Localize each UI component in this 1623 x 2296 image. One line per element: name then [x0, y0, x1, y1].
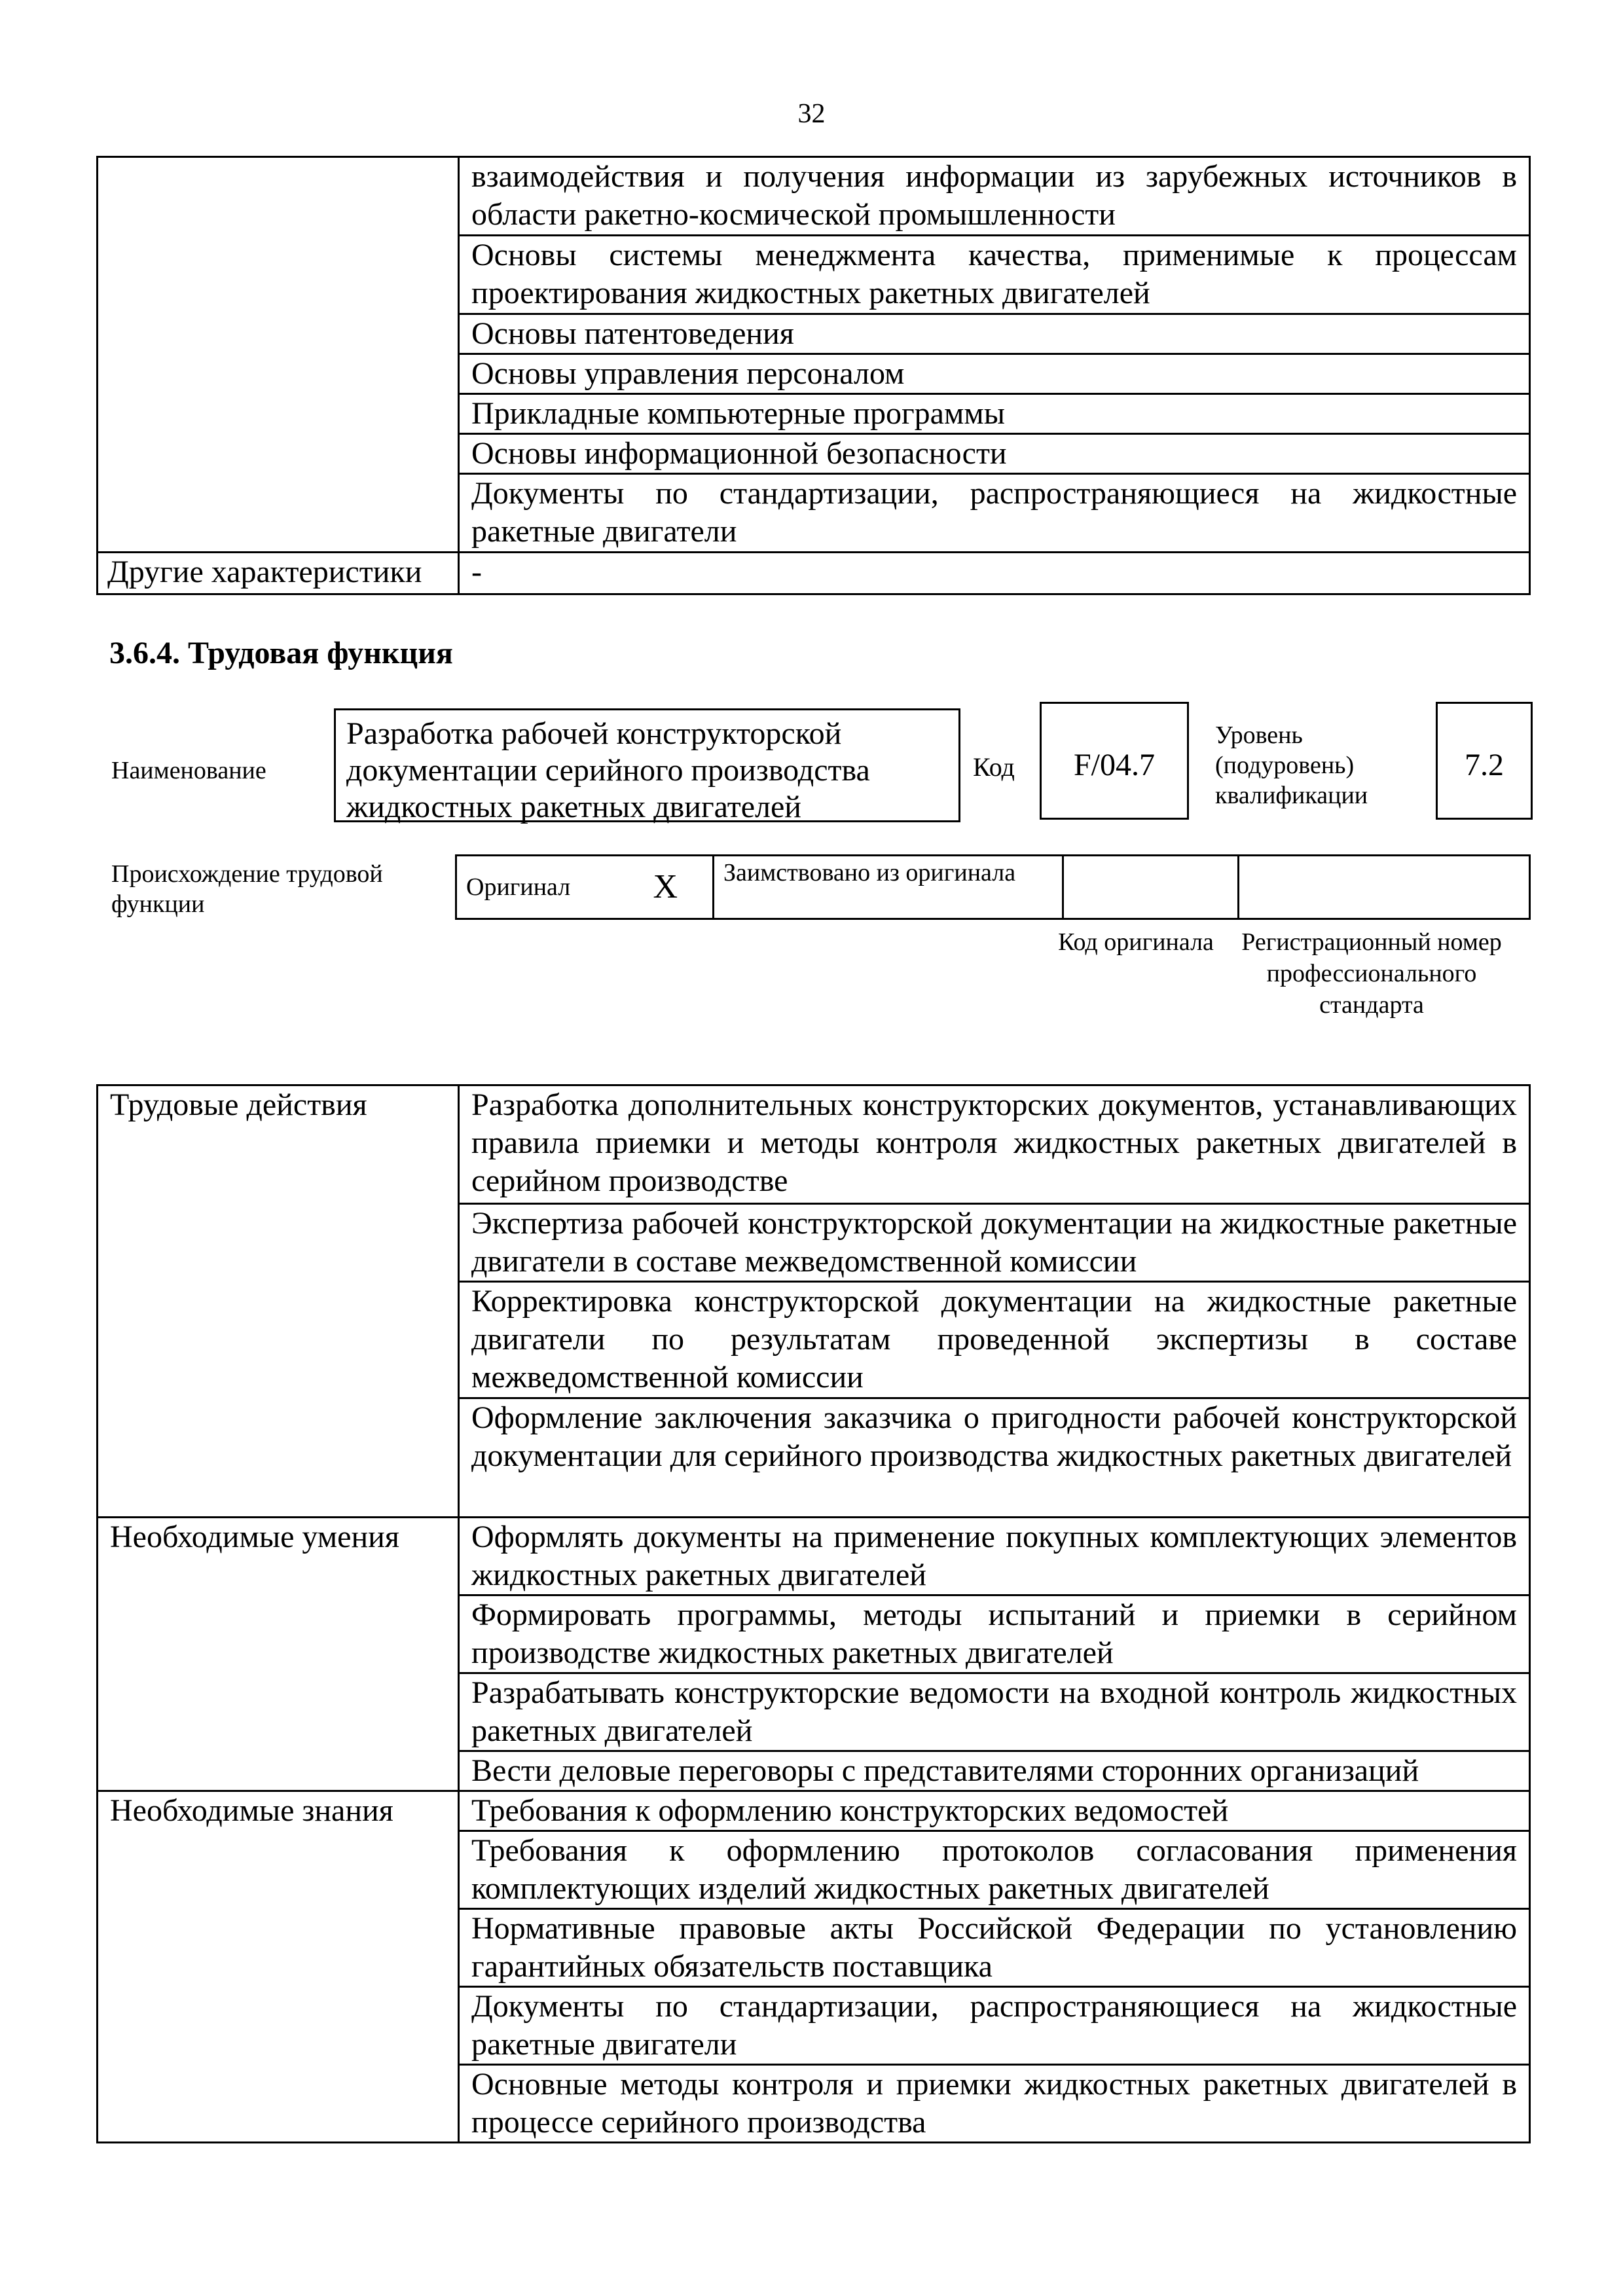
level-label-line: Уровень	[1215, 721, 1303, 749]
registration-caption: Регистрационный номер профессионального стандарта	[1241, 928, 1502, 1019]
table-row: Требования к оформлению конструкторских ведомостей	[459, 1791, 1530, 1831]
knowledge-continuation-table	[96, 156, 1531, 595]
original-code-cell	[1063, 856, 1239, 919]
other-characteristics-value: -	[459, 553, 1530, 594]
table-row: Документы по стандартизации, распространяющиеся на жидкостные ракетные двигатели	[459, 474, 1530, 553]
registration-number-cell	[1239, 856, 1530, 919]
level-label-line: (подуровень)	[1215, 752, 1355, 779]
table-row: Нормативные правовые акты Российской Федерации по установлению гарантийных обязательств поставщика	[459, 1909, 1530, 1987]
level-label	[1215, 720, 1368, 811]
table-row: Документы по стандартизации, распространяющиеся на жидкостные ракетные двигатели	[459, 1987, 1530, 2065]
level-label-line: квалификации	[1215, 782, 1368, 809]
table-row: взаимодействия и получения информации из зарубежных источников в области ракетно-космической промышленности	[459, 157, 1530, 236]
original-mark: X	[619, 856, 714, 919]
table-row: Оформлять документы на применение покупных комплектующих элементов жидкостных ракетных двигателей	[459, 1518, 1530, 1595]
table-row: Основы информационной безопасности	[459, 434, 1530, 474]
table-row: Основы патентоведения	[459, 314, 1530, 354]
original-label: Оригинал	[456, 856, 619, 919]
borrowed-label: Заимствовано из оригинала	[714, 856, 1063, 919]
table-row: Формировать программы, методы испытаний и приемки в серийном производстве жидкостных ракетных двигателей	[459, 1595, 1530, 1673]
table-row: Оформление заключения заказчика о пригодности рабочей конструкторской документации для серийного производства жидкостных ракетных двигателей	[459, 1398, 1530, 1518]
function-details-table	[96, 1084, 1531, 2143]
name-label: Наименование	[111, 757, 266, 784]
origin-table	[455, 854, 1531, 920]
empty-label-cell	[98, 157, 459, 553]
level-box: 7.2	[1436, 702, 1533, 820]
origin-label: Происхождение трудовой функции	[111, 860, 383, 918]
table-row: Вести деловые переговоры с представителями сторонних организаций	[459, 1751, 1530, 1791]
table-row: Прикладные компьютерные программы	[459, 394, 1530, 434]
actions-label: Трудовые действия	[98, 1085, 459, 1518]
table-row: Экспертиза рабочей конструкторской документации на жидкостные ракетные двигатели в составе межведомственной комиссии	[459, 1204, 1530, 1282]
code-box: F/04.7	[1040, 702, 1189, 820]
knowledge-label: Необходимые знания	[98, 1791, 459, 2143]
table-row: Корректировка конструкторской документации на жидкостные ракетные двигатели по результатам проведенной экспертизы в составе межведомственной комиссии	[459, 1282, 1530, 1398]
code-caption: Код оригинала	[1058, 928, 1214, 956]
table-row: Требования к оформлению протоколов согласования применения комплектующих изделий жидкостных ракетных двигателей	[459, 1831, 1530, 1909]
skills-label: Необходимые умения	[98, 1518, 459, 1791]
page-number: 32	[797, 99, 826, 129]
table-row: Разрабатывать конструкторские ведомости на входной контроль жидкостных ракетных двигателей	[459, 1673, 1530, 1751]
table-row: Разработка дополнительных конструкторских документов, устанавливающих правила приемки и методы контроля жидкостных ракетных двигателей в серийном производстве	[459, 1085, 1530, 1204]
table-row: Основы управления персоналом	[459, 354, 1530, 394]
table-row: Основы системы менеджмента качества, применимые к процессам проектирования жидкостных ракетных двигателей	[459, 236, 1530, 314]
other-characteristics-label: Другие характеристики	[98, 553, 459, 594]
code-label: Код	[973, 752, 1015, 782]
function-name-box: Разработка рабочей конструкторской документации серийного производства жидкостных ракетных двигателей	[334, 708, 960, 822]
table-row: Основные методы контроля и приемки жидкостных ракетных двигателей в процессе серийного производства	[459, 2065, 1530, 2143]
section-title: 3.6.4. Трудовая функция	[109, 636, 453, 670]
